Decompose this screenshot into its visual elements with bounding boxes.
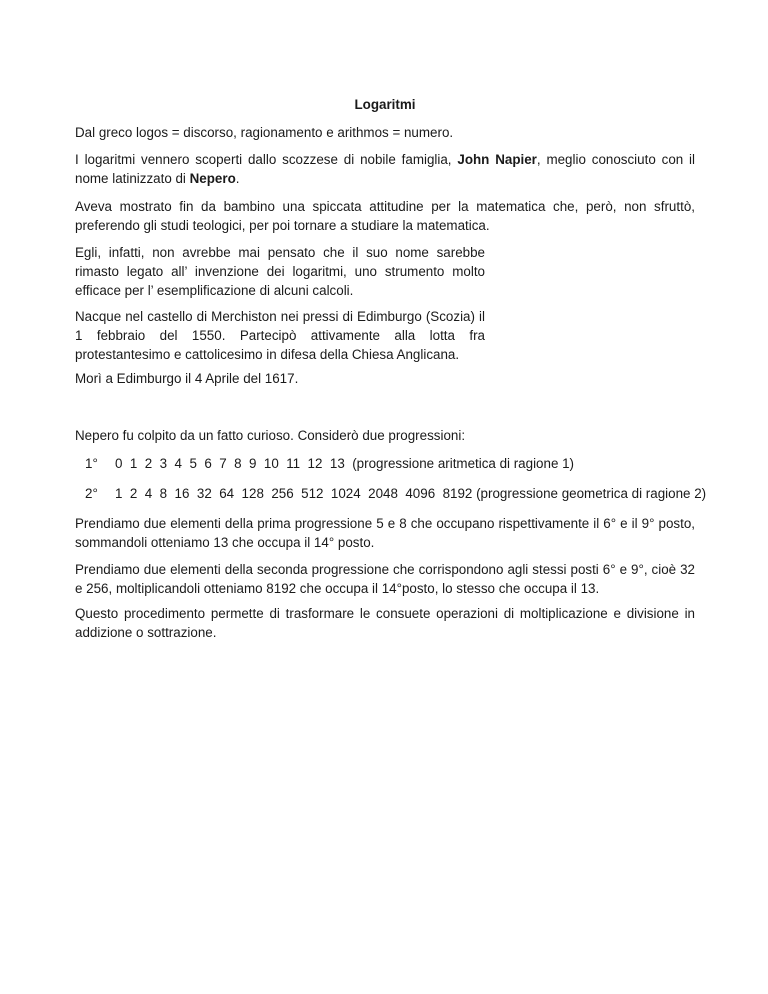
progression-number: 2° bbox=[85, 486, 98, 501]
intro-text-1: I logaritmi vennero scoperti dallo scozzese di nobile famiglia, bbox=[75, 152, 458, 167]
progression-number: 1° bbox=[85, 456, 98, 471]
name-nepero: Nepero bbox=[189, 171, 236, 186]
progression-arithmetic bbox=[75, 456, 574, 471]
page-title: Logaritmi bbox=[354, 97, 416, 112]
intro-text-2: , meglio conosciuto con il nome latinizzato di bbox=[75, 152, 696, 186]
childhood-paragraph: Aveva mostrato fin da bambino una spiccata attitudine per la matematica che, però, non sfruttò, preferendo gli studi teologici, per poi tornare a studiare la matematica. bbox=[75, 199, 695, 233]
sum-paragraph: Prendiamo due elementi della prima progressione 5 e 8 che occupano rispettivamente il 6° e il 9° posto, sommandoli otteniamo 13 che occupa il 14° posto. bbox=[75, 516, 695, 550]
progression-values: 1 2 4 8 16 32 64 128 256 512 1024 2048 4096 8192 (progressione geometrica di ragione 2) bbox=[115, 486, 707, 501]
intro-paragraph bbox=[75, 150, 695, 188]
birth-paragraph: Nacque nel castello di Merchiston nei pressi di Edimburgo (Scozia) il 1 febbraio del 1550. Partecipò attivamente alla lotta fra protestantesimo e cattolicesimo in difesa della Chiesa Anglicana. bbox=[75, 309, 485, 362]
progression-geometric bbox=[75, 486, 706, 501]
curious-paragraph: Nepero fu colpito da un fatto curioso. Considerò due progressioni: bbox=[75, 428, 466, 443]
product-paragraph: Prendiamo due elementi della seconda progressione che corrispondono agli stessi posti 6° e 9°, cioè 32 e 256, moltiplicandoli otteniamo 8192 che occupa il 14°posto, lo stesso che occupa il 13. bbox=[75, 562, 695, 596]
transform-paragraph: Questo procedimento permette di trasformare le consuete operazioni di moltiplicazione e divisione in addizione o sottrazione. bbox=[75, 606, 695, 640]
death-paragraph: Morì a Edimburgo il 4 Aprile del 1617. bbox=[75, 371, 299, 386]
name-john-napier: John Napier bbox=[457, 152, 537, 167]
invention-paragraph: Egli, infatti, non avrebbe mai pensato che il suo nome sarebbe rimasto legato all’ invenzione dei logaritmi, uno strumento molto efficace per l’ esemplificazione di alcuni calcoli. bbox=[75, 245, 485, 298]
etymology-paragraph: Dal greco logos = discorso, ragionamento e arithmos = numero. bbox=[75, 125, 454, 140]
intro-text-3: . bbox=[235, 171, 240, 186]
progression-values: 0 1 2 3 4 5 6 7 8 9 10 11 12 13 (progressione aritmetica di ragione 1) bbox=[115, 456, 575, 471]
